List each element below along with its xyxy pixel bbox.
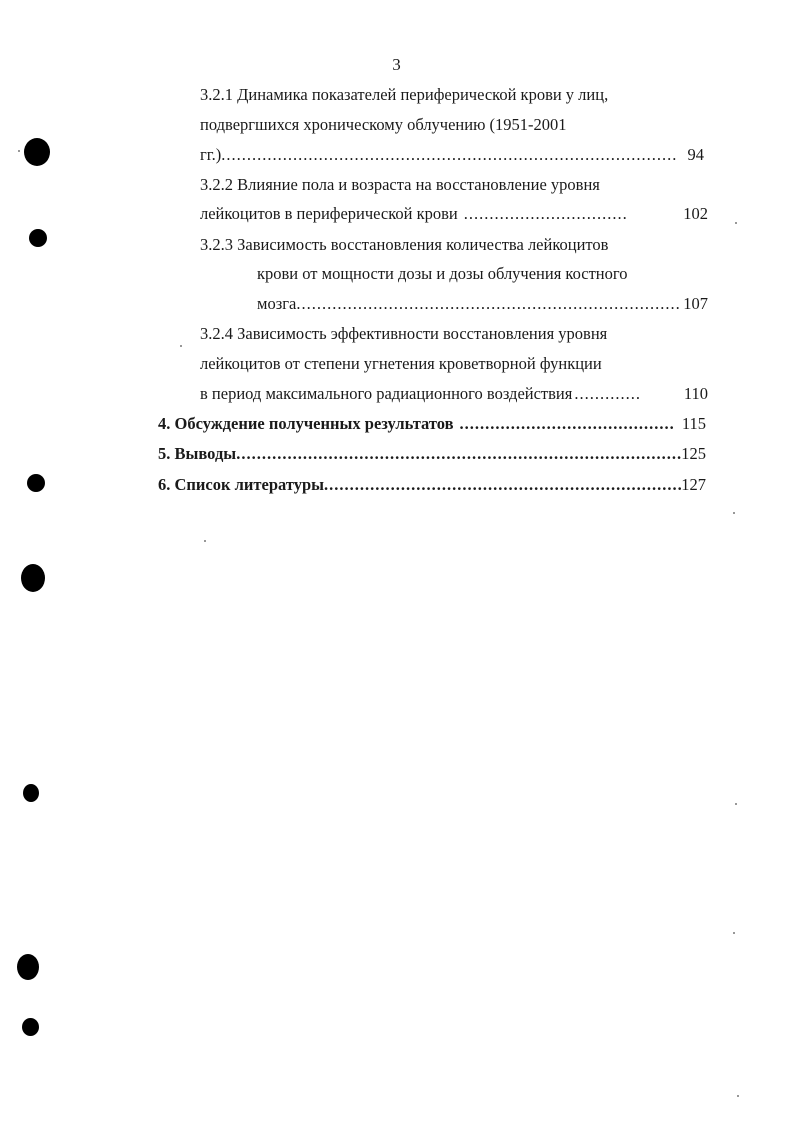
punch-hole-mark bbox=[27, 474, 45, 492]
scan-speck bbox=[735, 222, 737, 224]
dot-leader bbox=[324, 475, 681, 495]
toc-entry-3-2-2-line-2: лейкоцитов в периферической крови bbox=[200, 204, 458, 223]
toc-entry-3-2-2-page: 102 bbox=[683, 204, 708, 223]
punch-hole-mark bbox=[21, 564, 45, 592]
toc-chapter-6-row bbox=[158, 475, 706, 495]
toc-entry-3-2-3-line-1: 3.2.3 Зависимость восстановления количества лейкоцитов bbox=[200, 235, 609, 254]
scan-speck bbox=[733, 932, 735, 934]
dot-leader bbox=[574, 384, 640, 404]
toc-entry-3-2-2-line-1: 3.2.2 Влияние пола и возраста на восстановление уровня bbox=[200, 175, 600, 194]
toc-entry-3-2-3-line-2: крови от мощности дозы и дозы облучения костного bbox=[257, 264, 628, 283]
toc-entry-3-2-4-line-3: в период максимального радиационного воздействия bbox=[200, 384, 573, 403]
toc-entry-3-2-3-page: 107 bbox=[683, 294, 708, 313]
dot-leader bbox=[464, 204, 628, 224]
scan-speck bbox=[180, 345, 182, 347]
scan-speck bbox=[737, 1095, 739, 1097]
toc-entry-3-2-1-line-2: подвергшихся хроническому облучению (1951-2001 bbox=[200, 115, 567, 134]
toc-entry-3-2-4-row bbox=[200, 384, 708, 404]
scan-speck bbox=[733, 512, 735, 514]
toc-chapter-4-page: 115 bbox=[681, 414, 706, 433]
punch-hole-mark bbox=[29, 229, 47, 247]
dot-leader bbox=[221, 145, 677, 165]
punch-hole-mark bbox=[22, 1018, 39, 1036]
punch-hole-mark bbox=[17, 954, 39, 980]
scan-speck bbox=[204, 540, 206, 542]
toc-entry-3-2-2-row bbox=[200, 204, 708, 224]
scan-speck bbox=[18, 150, 20, 152]
dot-leader bbox=[460, 414, 674, 434]
toc-chapter-5-label: 5. Выводы bbox=[158, 444, 237, 463]
toc-entry-3-2-1-row bbox=[200, 145, 704, 165]
toc-entry-3-2-3-row bbox=[257, 294, 708, 314]
toc-entry-3-2-3-line-3: мозга bbox=[257, 294, 297, 313]
toc-entry-3-2-4-page: 110 bbox=[683, 384, 708, 403]
toc-entry-3-2-1-line-1: 3.2.1 Динамика показателей периферической крови у лиц, bbox=[200, 85, 609, 104]
page-number: 3 bbox=[392, 55, 401, 74]
toc-chapter-6-page: 127 bbox=[681, 475, 706, 494]
dot-leader bbox=[236, 444, 681, 464]
toc-chapter-6-label: 6. Список литературы bbox=[158, 475, 325, 494]
toc-chapter-4-label: 4. Обсуждение полученных результатов bbox=[158, 414, 454, 433]
toc-entry-3-2-1-line-3: гг.) bbox=[200, 145, 222, 164]
toc-entry-3-2-4-line-2: лейкоцитов от степени угнетения кроветворной функции bbox=[200, 354, 602, 373]
scan-speck bbox=[735, 803, 737, 805]
toc-chapter-5-row bbox=[158, 444, 706, 464]
punch-hole-mark bbox=[24, 138, 50, 166]
punch-hole-mark bbox=[23, 784, 39, 802]
toc-entry-3-2-4-line-1: 3.2.4 Зависимость эффективности восстановления уровня bbox=[200, 324, 608, 343]
dot-leader bbox=[296, 294, 679, 314]
toc-entry-3-2-1-page: 94 bbox=[687, 145, 704, 164]
toc-chapter-5-page: 125 bbox=[681, 444, 706, 463]
toc-chapter-4-row bbox=[158, 414, 706, 434]
